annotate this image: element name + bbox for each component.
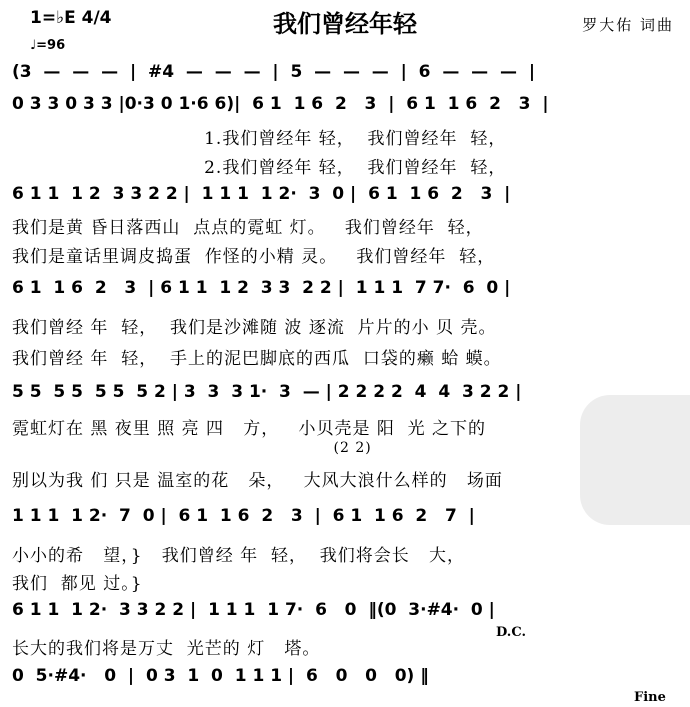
line-text: 6 1 1 6 2 3 | 6 1 1 1 2 3 3 2 2 | 1 1 1 7 7· 6 0 |	[12, 278, 511, 298]
score-line	[0, 184, 690, 212]
line-text: 2.我们曾经年 轻， 我们曾经年 轻，	[12, 158, 507, 178]
score-line	[0, 62, 690, 90]
line-text: 我们是黄 昏日落西山 点点的霓虹 灯。 我们曾经年 轻，	[12, 218, 484, 238]
key-signature: 1=♭E 4/4	[30, 8, 112, 28]
score-line	[0, 94, 690, 122]
lyric-line	[0, 344, 690, 372]
line-text: 别以为我 们 只是 温室的花 朵， 大风大浪什么样的 场面	[12, 471, 503, 491]
lyric-line	[0, 213, 690, 241]
score-line	[0, 666, 690, 694]
fine-mark: Fine	[634, 690, 666, 705]
line-text: 小小的希 望，} 我们曾经 年 轻， 我们将会长 大，	[12, 546, 465, 566]
lyric-line	[0, 569, 690, 597]
tempo-marking: ♩=96	[30, 38, 66, 53]
line-text: 我们曾经 年 轻， 我们是沙滩随 波 逐流 片片的小 贝 壳。	[12, 318, 497, 338]
dc-mark: D.C.	[496, 625, 526, 640]
score-line	[0, 278, 690, 306]
lyric-line	[0, 541, 690, 569]
song-title: 我们曾经年轻	[273, 10, 417, 38]
score-line	[0, 600, 690, 628]
line-text: 6 1 1 1 2 3 3 2 2 | 1 1 1 1 2· 3 0 | 6 1 1 6 2 3 |	[12, 184, 511, 204]
lyric-line	[0, 153, 690, 181]
lyric-line	[0, 634, 690, 662]
line-text: (3 — — — | #4 — — — | 5 — — — | 6 — — — |	[12, 62, 536, 82]
line-text: 1.我们曾经年 轻， 我们曾经年 轻，	[12, 129, 507, 149]
line-text: 0 3 3 0 3 3 |0·3 0 1·6 6)| 6 1 1 6 2 3 | 6 1 1 6 2 3 |	[12, 94, 549, 114]
lyric-line	[0, 242, 690, 270]
lyric-line	[0, 440, 690, 468]
line-text: 5 5 5 5 5 5 5 2 | 3 3 3 1· 3 — | 2 2 2 2 4 4 3 2 2 |	[12, 382, 522, 402]
line-text: 长大的我们将是万丈 光芒的 灯 塔。	[12, 639, 321, 659]
line-text: 我们曾经 年 轻， 手上的泥巴脚底的西瓜 口袋的癞 蛤 蟆。	[12, 349, 502, 369]
line-text: (2 2)	[12, 440, 372, 456]
line-text: 我们 都见 过。}	[12, 574, 143, 594]
line-text: 1 1 1 1 2· 7 0 | 6 1 1 6 2 3 | 6 1 1 6 2 7 |	[12, 506, 475, 526]
lyric-line	[0, 466, 690, 494]
score-line	[0, 382, 690, 410]
score-line	[0, 506, 690, 534]
lyric-line	[0, 124, 690, 152]
lyric-line	[0, 313, 690, 341]
line-text: 我们是童话里调皮捣蛋 作怪的小精 灵。 我们曾经年 轻，	[12, 247, 496, 267]
line-text: 霓虹灯在 黑 夜里 照 亮 四 方， 小贝壳是 阳 光 之下的	[12, 419, 487, 439]
credit-line: 罗大佑 词曲	[582, 16, 674, 34]
line-text: 6 1 1 1 2· 3 3 2 2 | 1 1 1 1 7· 6 0 ‖(0 3·#4· 0 |	[12, 600, 495, 620]
lyric-line	[0, 414, 690, 442]
line-text: 0 5·#4· 0 | 0 3 1 0 1 1 1 | 6 0 0 0) ‖	[12, 666, 429, 686]
